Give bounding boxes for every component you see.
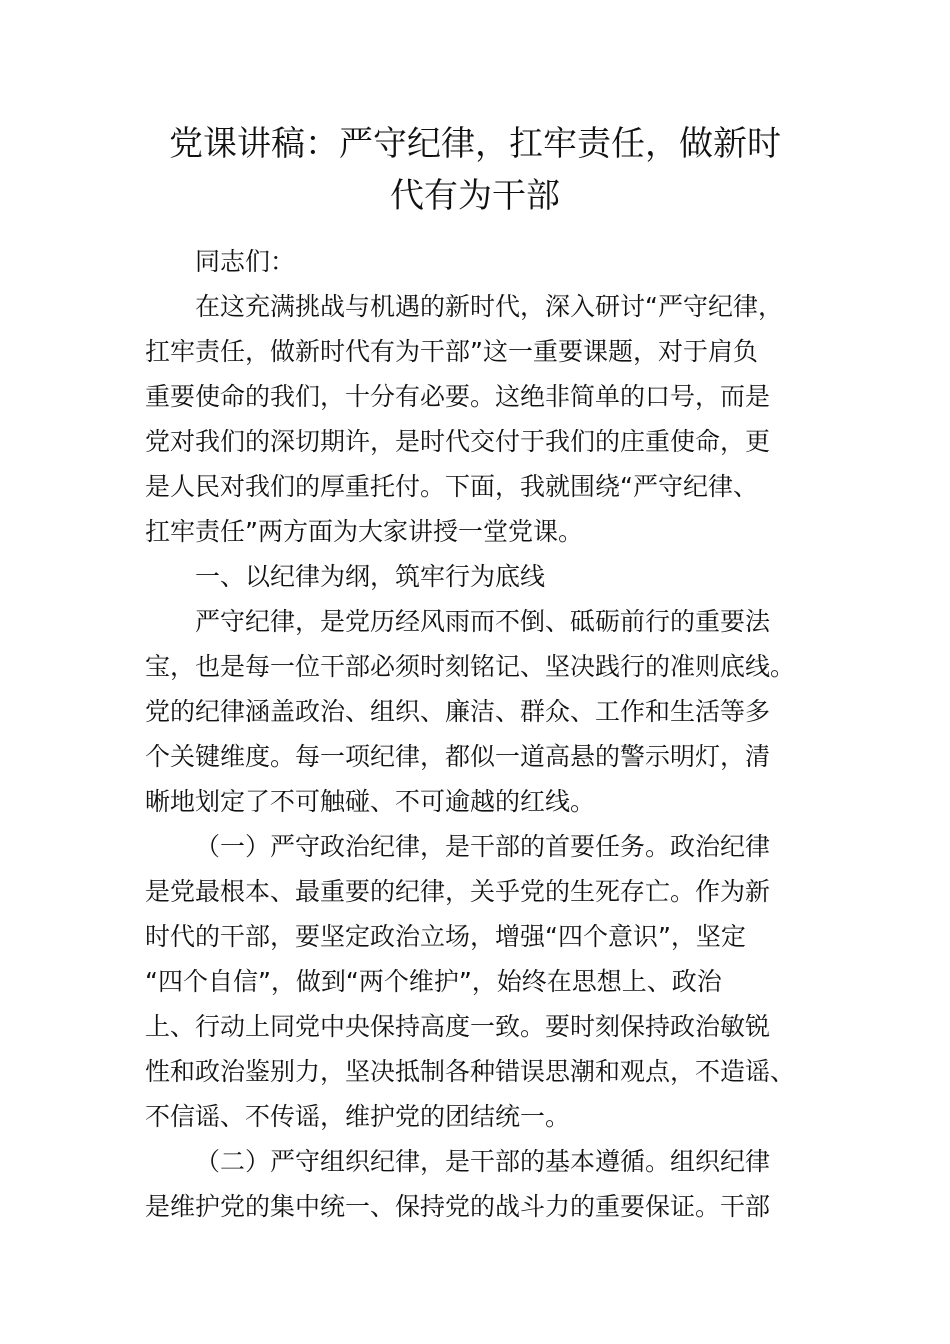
document-title bbox=[145, 118, 805, 222]
paragraph-intro-line: 重要使命的我们，十分有必要。这绝非简单的口号，而是 bbox=[145, 382, 771, 411]
paragraph-political-line: “四个自信”，做到“两个维护”，始终在思想上、政治 bbox=[145, 967, 722, 996]
title-line-1: 党课讲稿：严守纪律，扛牢责任，做新时 bbox=[169, 124, 781, 164]
paragraph-political-line: 是党最根本、最重要的纪律，关乎党的生死存亡。作为新 bbox=[145, 877, 771, 906]
paragraph-intro-line: 在这充满挑战与机遇的新时代，深入研讨“严守纪律， bbox=[195, 292, 783, 321]
paragraph-political-line: 上、行动上同党中央保持高度一致。要时刻保持政治敏锐 bbox=[145, 1012, 771, 1041]
paragraph-political-line: 不信谣、不传谣，维护党的团结统一。 bbox=[145, 1102, 571, 1131]
salutation: 同志们： bbox=[195, 247, 296, 276]
paragraph-discipline-line: 严守纪律，是党历经风雨而不倒、砥砺前行的重要法 bbox=[195, 607, 771, 636]
paragraph-intro-line: 党对我们的深切期许，是时代交付于我们的庄重使命，更 bbox=[145, 427, 771, 456]
paragraph-intro-line: 是人民对我们的厚重托付。下面，我就围绕“严守纪律、 bbox=[145, 472, 758, 501]
paragraph-discipline-line: 宝，也是每一位干部必须时刻铭记、坚决践行的准则底线。 bbox=[145, 652, 796, 681]
paragraph-political-line: （一）严守政治纪律，是干部的首要任务。政治纪律 bbox=[195, 832, 771, 861]
paragraph-organization-line: 是维护党的集中统一、保持党的战斗力的重要保证。干部 bbox=[145, 1192, 771, 1221]
paragraph-intro-line: 扛牢责任”两方面为大家讲授一堂党课。 bbox=[145, 517, 583, 546]
title-line-2: 代有为干部 bbox=[390, 176, 560, 216]
paragraph-organization-line: （二）严守组织纪律，是干部的基本遵循。组织纪律 bbox=[195, 1147, 771, 1176]
paragraph-political-line: 性和政治鉴别力，坚决抵制各种错误思潮和观点，不造谣、 bbox=[145, 1057, 796, 1086]
paragraph-intro-line: 扛牢责任，做新时代有为干部”这一重要课题，对于肩负 bbox=[145, 337, 758, 366]
paragraph-political-line: 时代的干部，要坚定政治立场，增强“四个意识”，坚定 bbox=[145, 922, 746, 951]
paragraph-discipline-line: 个关键维度。每一项纪律，都似一道高悬的警示明灯，清 bbox=[145, 742, 771, 771]
paragraph-discipline-line: 党的纪律涵盖政治、组织、廉洁、群众、工作和生活等多 bbox=[145, 697, 771, 726]
document-body bbox=[145, 239, 805, 1229]
section-heading: 一、以纪律为纲，筑牢行为底线 bbox=[195, 562, 546, 591]
paragraph-discipline-line: 晰地划定了不可触碰、不可逾越的红线。 bbox=[145, 787, 596, 816]
